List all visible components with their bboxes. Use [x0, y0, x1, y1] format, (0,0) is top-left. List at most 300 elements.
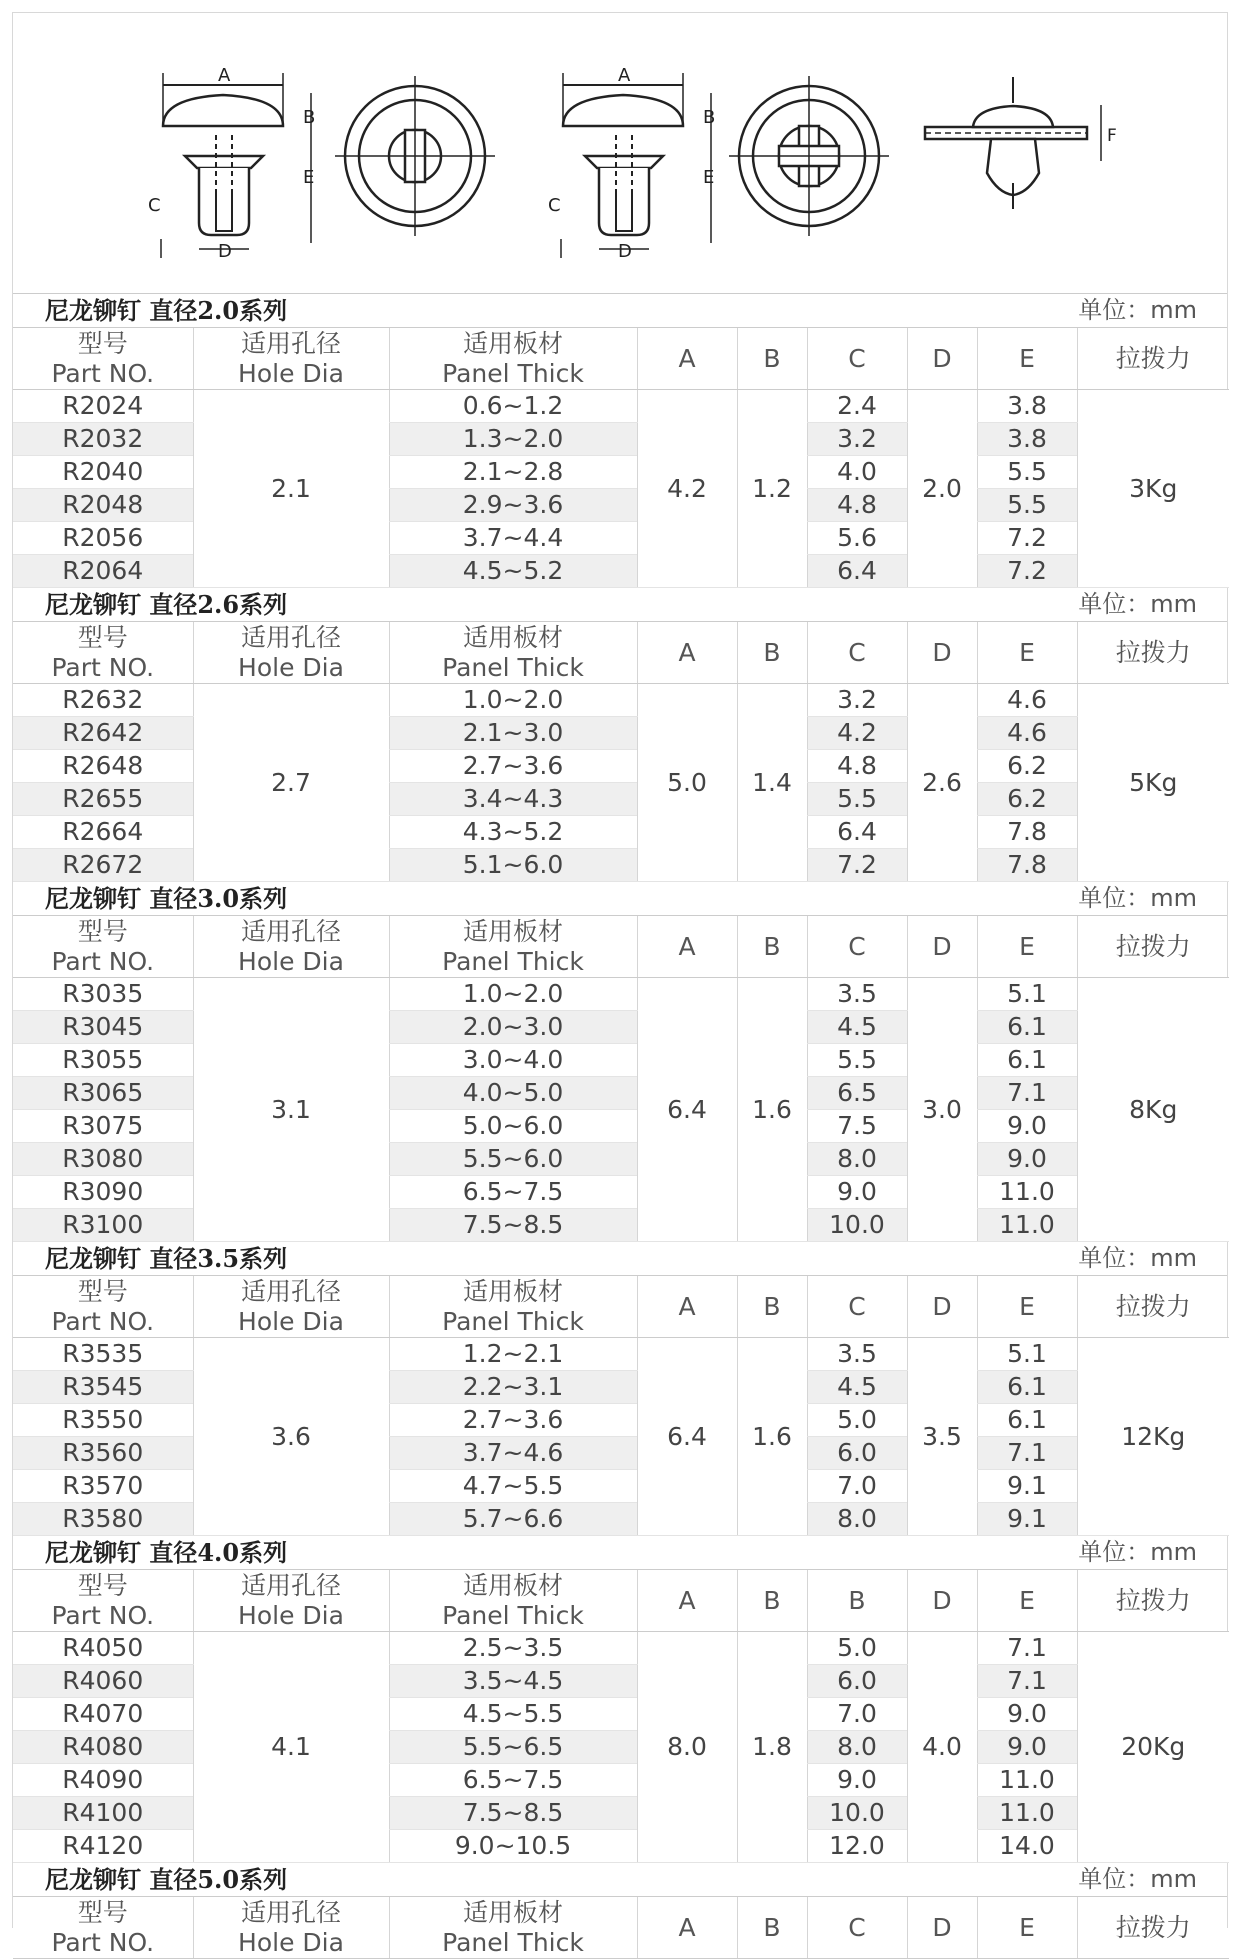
header-d: D [907, 1897, 977, 1959]
cell-c: 7.2 [807, 849, 907, 882]
label-c-2: C [548, 195, 561, 216]
cell-panel-thick: 1.0~2.0 [389, 978, 637, 1011]
unit-label: 单位：mm [1078, 296, 1197, 324]
cell-e: 7.1 [977, 1077, 1077, 1110]
series-title: 尼龙铆钉 直径3.5系列 [45, 1244, 288, 1273]
series-section [13, 294, 1227, 588]
cell-d: 3.0 [907, 978, 977, 1242]
cell-part-no: R3075 [13, 1110, 193, 1143]
cell-e: 5.1 [977, 1338, 1077, 1371]
series-section [13, 1536, 1227, 1863]
label-d-2: D [618, 241, 632, 262]
header-part-no [13, 622, 193, 684]
header-hole-dia [193, 622, 389, 684]
cell-c: 5.0 [807, 1632, 907, 1665]
cell-part-no: R2655 [13, 783, 193, 816]
header-part-no-zh: 型号 [77, 1276, 128, 1306]
cell-part-no: R3035 [13, 978, 193, 1011]
header-b: B [737, 916, 807, 978]
header-panel-thick [389, 622, 637, 684]
cell-panel-thick: 1.3~2.0 [389, 423, 637, 456]
cell-e: 7.1 [977, 1437, 1077, 1470]
cell-part-no: R3080 [13, 1143, 193, 1176]
table-row [13, 390, 1229, 423]
header-b: B [737, 622, 807, 684]
header-row [13, 1570, 1229, 1632]
cell-panel-thick: 2.1~2.8 [389, 456, 637, 489]
spec-sheet [12, 12, 1228, 1957]
series-section [13, 882, 1227, 1242]
cell-e: 6.1 [977, 1044, 1077, 1077]
header-hole-dia-en: Hole Dia [238, 652, 344, 682]
cell-part-no: R4060 [13, 1665, 193, 1698]
table-row [13, 978, 1229, 1011]
cell-part-no: R3045 [13, 1011, 193, 1044]
header-a: A [637, 622, 737, 684]
cell-c: 8.0 [807, 1731, 907, 1764]
cell-panel-thick: 4.5~5.5 [389, 1698, 637, 1731]
cell-c: 7.0 [807, 1698, 907, 1731]
cell-part-no: R2056 [13, 522, 193, 555]
header-hole-dia [193, 1276, 389, 1338]
header-b: B [737, 1570, 807, 1632]
cell-part-no: R2632 [13, 684, 193, 717]
cell-c: 6.0 [807, 1665, 907, 1698]
cell-part-no: R4050 [13, 1632, 193, 1665]
cell-panel-thick: 3.5~4.5 [389, 1665, 637, 1698]
header-panel-thick-zh: 适用板材 [462, 622, 563, 652]
cell-c: 4.8 [807, 750, 907, 783]
header-a: A [637, 328, 737, 390]
cell-c: 3.5 [807, 978, 907, 1011]
header-pull-force: 拉拨力 [1077, 916, 1229, 978]
cell-part-no: R3535 [13, 1338, 193, 1371]
cell-e: 11.0 [977, 1764, 1077, 1797]
header-row [13, 1276, 1229, 1338]
cell-e: 5.5 [977, 456, 1077, 489]
cell-b: 1.6 [737, 1338, 807, 1536]
header-part-no-en: Part NO. [51, 946, 155, 976]
cell-panel-thick: 1.2~2.1 [389, 1338, 637, 1371]
header-row [13, 1897, 1229, 1959]
cell-e: 7.2 [977, 555, 1077, 588]
cell-c: 3.5 [807, 1338, 907, 1371]
header-b: B [737, 1276, 807, 1338]
header-part-no-en: Part NO. [51, 1927, 155, 1957]
spec-table [13, 916, 1229, 1242]
cell-c: 8.0 [807, 1143, 907, 1176]
header-panel-thick-en: Panel Thick [442, 1600, 584, 1630]
header-panel-thick [389, 1897, 637, 1959]
cell-panel-thick: 3.7~4.4 [389, 522, 637, 555]
cell-panel-thick: 3.7~4.6 [389, 1437, 637, 1470]
cell-part-no: R3100 [13, 1209, 193, 1242]
cell-c: 3.2 [807, 423, 907, 456]
header-hole-dia-zh: 适用孔径 [240, 1276, 341, 1306]
spec-table [13, 622, 1229, 882]
cell-c: 6.4 [807, 816, 907, 849]
series-tables [13, 294, 1227, 1959]
header-e: E [977, 328, 1077, 390]
header-d: D [907, 1570, 977, 1632]
cell-part-no: R3560 [13, 1437, 193, 1470]
header-c: B [807, 1570, 907, 1632]
header-row [13, 916, 1229, 978]
unit-label: 单位：mm [1078, 590, 1197, 618]
header-hole-dia-zh: 适用孔径 [240, 1570, 341, 1600]
series-title: 尼龙铆钉 直径3.0系列 [45, 884, 288, 913]
cell-panel-thick: 0.6~1.2 [389, 390, 637, 423]
cell-part-no: R2672 [13, 849, 193, 882]
series-section [13, 1863, 1227, 1959]
cell-part-no: R2048 [13, 489, 193, 522]
cell-e: 9.0 [977, 1731, 1077, 1764]
table-row [13, 1338, 1229, 1371]
table-row [13, 1632, 1229, 1665]
rivet-side-view-2 [561, 73, 711, 258]
header-panel-thick-zh: 适用板材 [462, 916, 563, 946]
cell-c: 12.0 [807, 1830, 907, 1863]
cell-part-no: R2642 [13, 717, 193, 750]
header-hole-dia [193, 1897, 389, 1959]
cell-part-no: R4100 [13, 1797, 193, 1830]
cell-panel-thick: 2.9~3.6 [389, 489, 637, 522]
header-panel-thick-en: Panel Thick [442, 358, 584, 388]
cell-c: 6.0 [807, 1437, 907, 1470]
cell-part-no: R2064 [13, 555, 193, 588]
cell-c: 7.0 [807, 1470, 907, 1503]
table-row [13, 684, 1229, 717]
cell-panel-thick: 3.0~4.0 [389, 1044, 637, 1077]
cell-c: 7.5 [807, 1110, 907, 1143]
cell-part-no: R3065 [13, 1077, 193, 1110]
cell-panel-thick: 2.2~3.1 [389, 1371, 637, 1404]
cell-part-no: R4070 [13, 1698, 193, 1731]
cell-panel-thick: 5.0~6.0 [389, 1110, 637, 1143]
rivet-drawings [13, 13, 1229, 293]
cell-hole-dia: 3.1 [193, 978, 389, 1242]
header-panel-thick-en: Panel Thick [442, 946, 584, 976]
header-panel-thick [389, 1570, 637, 1632]
cell-e: 6.1 [977, 1371, 1077, 1404]
header-pull-force: 拉拨力 [1077, 1276, 1229, 1338]
cell-c: 2.4 [807, 390, 907, 423]
header-pull-force: 拉拨力 [1077, 328, 1229, 390]
series-title: 尼龙铆钉 直径5.0系列 [45, 1865, 288, 1894]
cell-a: 5.0 [637, 684, 737, 882]
header-part-no-zh: 型号 [77, 328, 128, 358]
header-e: E [977, 916, 1077, 978]
spec-table [13, 1897, 1229, 1959]
cell-a: 8.0 [637, 1632, 737, 1863]
header-part-no [13, 916, 193, 978]
cell-c: 4.5 [807, 1371, 907, 1404]
cell-d: 3.5 [907, 1338, 977, 1536]
label-d-1: D [218, 241, 232, 262]
header-part-no-en: Part NO. [51, 1600, 155, 1630]
header-part-no-en: Part NO. [51, 358, 155, 388]
cell-pull-force: 8Kg [1077, 978, 1229, 1242]
header-pull-force: 拉拨力 [1077, 1897, 1229, 1959]
series-section [13, 1242, 1227, 1536]
header-panel-thick-en: Panel Thick [442, 1306, 584, 1336]
header-hole-dia-zh: 适用孔径 [240, 1897, 341, 1927]
cell-panel-thick: 3.4~4.3 [389, 783, 637, 816]
cell-e: 9.1 [977, 1470, 1077, 1503]
header-hole-dia-en: Hole Dia [238, 1927, 344, 1957]
header-d: D [907, 1276, 977, 1338]
header-b: B [737, 328, 807, 390]
cell-e: 7.1 [977, 1632, 1077, 1665]
cell-panel-thick: 2.7~3.6 [389, 750, 637, 783]
cell-e: 11.0 [977, 1797, 1077, 1830]
cell-c: 6.4 [807, 555, 907, 588]
cell-e: 9.1 [977, 1503, 1077, 1536]
cell-part-no: R4090 [13, 1764, 193, 1797]
cell-part-no: R3545 [13, 1371, 193, 1404]
cell-panel-thick: 4.3~5.2 [389, 816, 637, 849]
cell-b: 1.4 [737, 684, 807, 882]
header-part-no-zh: 型号 [77, 1570, 128, 1600]
series-title: 尼龙铆钉 直径2.0系列 [45, 296, 288, 325]
header-e: E [977, 1276, 1077, 1338]
cell-part-no: R3550 [13, 1404, 193, 1437]
cell-a: 4.2 [637, 390, 737, 588]
cell-e: 4.6 [977, 717, 1077, 750]
header-a: A [637, 1897, 737, 1959]
cell-panel-thick: 7.5~8.5 [389, 1797, 637, 1830]
cell-panel-thick: 1.0~2.0 [389, 684, 637, 717]
cell-panel-thick: 6.5~7.5 [389, 1176, 637, 1209]
cell-e: 3.8 [977, 390, 1077, 423]
series-section [13, 588, 1227, 882]
cell-part-no: R2664 [13, 816, 193, 849]
header-part-no [13, 328, 193, 390]
cell-c: 5.6 [807, 522, 907, 555]
cell-panel-thick: 4.7~5.5 [389, 1470, 637, 1503]
cell-e: 11.0 [977, 1209, 1077, 1242]
cell-c: 10.0 [807, 1797, 907, 1830]
cell-pull-force: 20Kg [1077, 1632, 1229, 1863]
cell-e: 6.1 [977, 1011, 1077, 1044]
cell-d: 2.0 [907, 390, 977, 588]
cell-hole-dia: 2.7 [193, 684, 389, 882]
series-title-row [13, 588, 1227, 622]
header-a: A [637, 1276, 737, 1338]
cell-e: 14.0 [977, 1830, 1077, 1863]
header-part-no-zh: 型号 [77, 1897, 128, 1927]
cell-panel-thick: 6.5~7.5 [389, 1764, 637, 1797]
header-pull-force: 拉拨力 [1077, 1570, 1229, 1632]
cell-panel-thick: 2.0~3.0 [389, 1011, 637, 1044]
cell-pull-force: 3Kg [1077, 390, 1229, 588]
cell-e: 7.8 [977, 816, 1077, 849]
cell-panel-thick: 9.0~10.5 [389, 1830, 637, 1863]
cell-part-no: R3055 [13, 1044, 193, 1077]
header-c: C [807, 916, 907, 978]
header-hole-dia-zh: 适用孔径 [240, 622, 341, 652]
cell-c: 4.2 [807, 717, 907, 750]
cell-c: 5.0 [807, 1404, 907, 1437]
cell-pull-force: 5Kg [1077, 684, 1229, 882]
unit-label: 单位：mm [1078, 1538, 1197, 1566]
header-b: B [737, 1897, 807, 1959]
cell-c: 10.0 [807, 1209, 907, 1242]
header-part-no [13, 1570, 193, 1632]
header-hole-dia-en: Hole Dia [238, 1306, 344, 1336]
cell-e: 9.0 [977, 1143, 1077, 1176]
spec-table [13, 1276, 1229, 1536]
cell-e: 7.1 [977, 1665, 1077, 1698]
header-hole-dia-en: Hole Dia [238, 1600, 344, 1630]
unit-label: 单位：mm [1078, 1865, 1197, 1893]
header-c: C [807, 1897, 907, 1959]
header-hole-dia-en: Hole Dia [238, 358, 344, 388]
cell-part-no: R3580 [13, 1503, 193, 1536]
rivet-side-view-1 [161, 73, 311, 258]
header-hole-dia-zh: 适用孔径 [240, 328, 341, 358]
header-e: E [977, 622, 1077, 684]
header-a: A [637, 1570, 737, 1632]
unit-label: 单位：mm [1078, 1244, 1197, 1272]
cell-panel-thick: 2.1~3.0 [389, 717, 637, 750]
cell-c: 6.5 [807, 1077, 907, 1110]
unit-label: 单位：mm [1078, 884, 1197, 912]
label-b-1: B [303, 107, 316, 128]
cell-c: 8.0 [807, 1503, 907, 1536]
cell-panel-thick: 5.5~6.5 [389, 1731, 637, 1764]
cell-e: 11.0 [977, 1176, 1077, 1209]
label-c-1: C [148, 195, 161, 216]
cell-b: 1.6 [737, 978, 807, 1242]
cell-part-no: R2040 [13, 456, 193, 489]
cell-hole-dia: 3.6 [193, 1338, 389, 1536]
header-panel-thick-en: Panel Thick [442, 652, 584, 682]
cell-e: 6.2 [977, 750, 1077, 783]
series-title-row [13, 882, 1227, 916]
cell-e: 9.0 [977, 1110, 1077, 1143]
cell-e: 6.2 [977, 783, 1077, 816]
cell-b: 1.8 [737, 1632, 807, 1863]
cell-c: 9.0 [807, 1176, 907, 1209]
cell-b: 1.2 [737, 390, 807, 588]
rivet-top-view-2 [729, 76, 889, 236]
header-part-no-zh: 型号 [77, 622, 128, 652]
header-c: C [807, 622, 907, 684]
cell-panel-thick: 2.5~3.5 [389, 1632, 637, 1665]
header-panel-thick [389, 916, 637, 978]
cell-e: 4.6 [977, 684, 1077, 717]
header-panel-thick-zh: 适用板材 [462, 328, 563, 358]
cell-c: 3.2 [807, 684, 907, 717]
rivet-installed-view [925, 77, 1101, 209]
header-panel-thick-zh: 适用板材 [462, 1570, 563, 1600]
cell-e: 7.8 [977, 849, 1077, 882]
cell-part-no: R4080 [13, 1731, 193, 1764]
cell-e: 7.2 [977, 522, 1077, 555]
series-title: 尼龙铆钉 直径2.6系列 [45, 590, 288, 619]
cell-d: 4.0 [907, 1632, 977, 1863]
cell-panel-thick: 4.0~5.0 [389, 1077, 637, 1110]
header-e: E [977, 1897, 1077, 1959]
header-c: C [807, 1276, 907, 1338]
header-panel-thick-en: Panel Thick [442, 1927, 584, 1957]
cell-pull-force: 12Kg [1077, 1338, 1229, 1536]
cell-c: 5.5 [807, 783, 907, 816]
label-e-1: E [303, 167, 315, 188]
header-row [13, 328, 1229, 390]
header-row [13, 622, 1229, 684]
cell-a: 6.4 [637, 1338, 737, 1536]
header-hole-dia [193, 328, 389, 390]
cell-c: 5.5 [807, 1044, 907, 1077]
label-f: F [1107, 126, 1117, 146]
cell-a: 6.4 [637, 978, 737, 1242]
cell-part-no: R3570 [13, 1470, 193, 1503]
cell-e: 6.1 [977, 1404, 1077, 1437]
cell-part-no: R3090 [13, 1176, 193, 1209]
cell-e: 5.1 [977, 978, 1077, 1011]
header-hole-dia-zh: 适用孔径 [240, 916, 341, 946]
header-pull-force: 拉拨力 [1077, 622, 1229, 684]
cell-part-no: R2024 [13, 390, 193, 423]
cell-c: 4.0 [807, 456, 907, 489]
series-title-row [13, 1242, 1227, 1276]
rivet-top-view-1 [335, 76, 495, 236]
cell-c: 9.0 [807, 1764, 907, 1797]
header-a: A [637, 916, 737, 978]
cell-hole-dia: 2.1 [193, 390, 389, 588]
header-e: E [977, 1570, 1077, 1632]
cell-part-no: R4120 [13, 1830, 193, 1863]
header-hole-dia [193, 1570, 389, 1632]
cell-panel-thick: 5.7~6.6 [389, 1503, 637, 1536]
header-hole-dia [193, 916, 389, 978]
header-hole-dia-en: Hole Dia [238, 946, 344, 976]
cell-c: 4.8 [807, 489, 907, 522]
cell-part-no: R2648 [13, 750, 193, 783]
cell-part-no: R2032 [13, 423, 193, 456]
cell-c: 4.5 [807, 1011, 907, 1044]
header-part-no [13, 1897, 193, 1959]
header-panel-thick-zh: 适用板材 [462, 1276, 563, 1306]
header-d: D [907, 916, 977, 978]
cell-e: 5.5 [977, 489, 1077, 522]
series-title-row [13, 1536, 1227, 1570]
label-b-2: B [703, 107, 716, 128]
header-part-no [13, 1276, 193, 1338]
rivet-diagrams [13, 13, 1227, 294]
spec-table [13, 328, 1229, 588]
header-panel-thick-zh: 适用板材 [462, 1897, 563, 1927]
cell-d: 2.6 [907, 684, 977, 882]
header-panel-thick [389, 1276, 637, 1338]
series-title-row [13, 1863, 1227, 1897]
cell-e: 3.8 [977, 423, 1077, 456]
header-part-no-zh: 型号 [77, 916, 128, 946]
cell-panel-thick: 5.5~6.0 [389, 1143, 637, 1176]
header-d: D [907, 622, 977, 684]
label-e-2: E [703, 167, 715, 188]
cell-panel-thick: 7.5~8.5 [389, 1209, 637, 1242]
cell-panel-thick: 2.7~3.6 [389, 1404, 637, 1437]
label-a-1: A [218, 65, 231, 86]
header-c: C [807, 328, 907, 390]
spec-table [13, 1570, 1229, 1863]
cell-panel-thick: 5.1~6.0 [389, 849, 637, 882]
header-panel-thick [389, 328, 637, 390]
cell-panel-thick: 4.5~5.2 [389, 555, 637, 588]
